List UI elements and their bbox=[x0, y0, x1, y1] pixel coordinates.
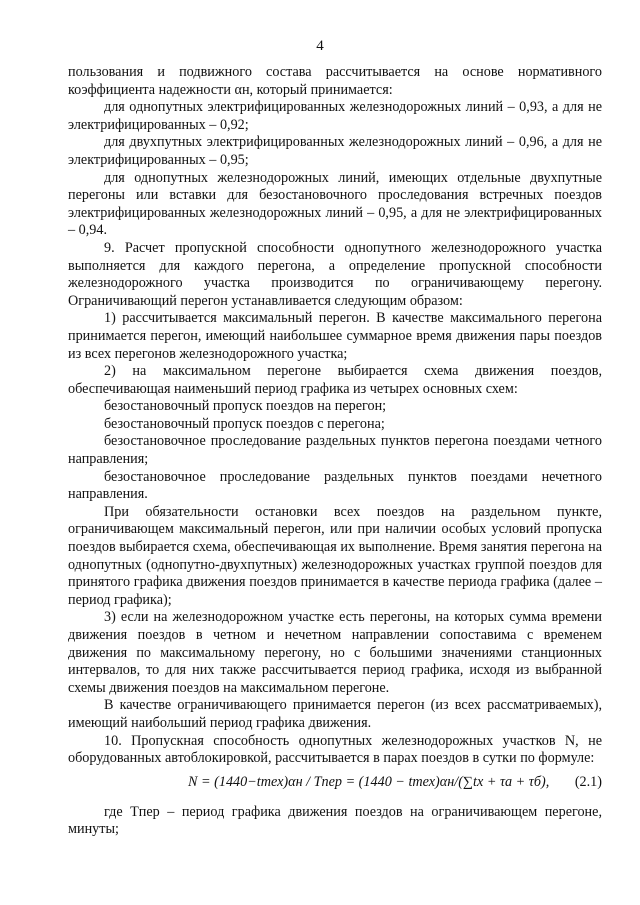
paragraph: где Tпер – период графика движения поездов на ограничивающем перегоне, минуты; bbox=[68, 803, 602, 838]
formula-number: (2.1) bbox=[574, 773, 602, 790]
paragraph: безостановочный пропуск поездов с перегона; bbox=[104, 415, 385, 432]
paragraph: безостановочное проследование раздельных пунктов перегона поездами четного направления; bbox=[68, 433, 602, 468]
paragraph: 2) на максимальном перегоне выбирается схема движения поездов, обеспечивающая наименьший период графика из четырех основных схем: bbox=[68, 363, 602, 397]
paragraph: для двухпутных электрифицированных железнодорожных линий – 0,96, а для не электрифицированных – 0,95; bbox=[68, 134, 602, 168]
document-body bbox=[68, 64, 602, 839]
paragraph: пользования и подвижного состава рассчитывается на основе нормативного коэффициента надежности αн, который принимается: bbox=[68, 64, 602, 98]
paragraph: 1) рассчитывается максимальный перегон. В качестве максимального перегона принимается перегон, имеющий наибольшее суммарное время движения пары поездов из всех перегонов железнодорожного участка; bbox=[68, 310, 602, 362]
page-number: 4 bbox=[316, 38, 324, 54]
paragraph: 3) если на железнодорожном участке есть перегоны, на которых сумма времени движения поездов в четном и нечетном направлении сопоставима с временем движения по максимальному перегону, но с большими значениями станционных интервалов, то для них также рассчитывается период графика, исходя из выбранной схемы движения поездов на максимальном перегоне. bbox=[68, 609, 602, 696]
paragraph: безостановочный пропуск поездов на перегон; bbox=[104, 398, 387, 415]
paragraph: При обязательности остановки всех поездов на раздельном пункте, ограничивающем максимальный перегон, или при наличии особых условий пропуска поездов выбирается схема, обеспечивающая их выполнение. Время занятия перегона на однопутных (однопутно-двухпутных) железнодорожных участках группой поездов для принятого графика движения поездов принимается в качестве периода графика (далее – период графика); bbox=[68, 503, 602, 608]
paragraph: 9. Расчет пропускной способности однопутного железнодорожного участка выполняется для каждого перегона, а определение пропускной способности железнодорожного участка производится по ограничивающему перегону. Ограничивающий перегон устанавливается следующим образом: bbox=[68, 239, 602, 309]
paragraph: безостановочное проследование раздельных пунктов поездами нечетного направления. bbox=[68, 468, 602, 503]
paragraph: 10. Пропускная способность однопутных железнодорожных участков N, не оборудованных автоблокировкой, рассчитывается в парах поездов в сутки по формуле: bbox=[68, 732, 602, 767]
formula-block bbox=[68, 770, 602, 796]
formula: N = (1440−tтех)αн / Tпер = (1440 − tтех)αн/(∑tх + τа + τб), bbox=[188, 773, 550, 790]
paragraph: для однопутных железнодорожных линий, имеющих отдельные двухпутные перегоны или вставки для безостановочного проследования встречных поездов электрифицированных железнодорожных линий – 0,95, а для не электрифицированных – 0,94. bbox=[68, 169, 602, 239]
paragraph: для однопутных электрифицированных железнодорожных линий – 0,93, а для не электрифицированных – 0,92; bbox=[68, 99, 602, 133]
paragraph: В качестве ограничивающего принимается перегон (из всех рассматриваемых), имеющий наибольший период графика движения. bbox=[68, 697, 602, 731]
